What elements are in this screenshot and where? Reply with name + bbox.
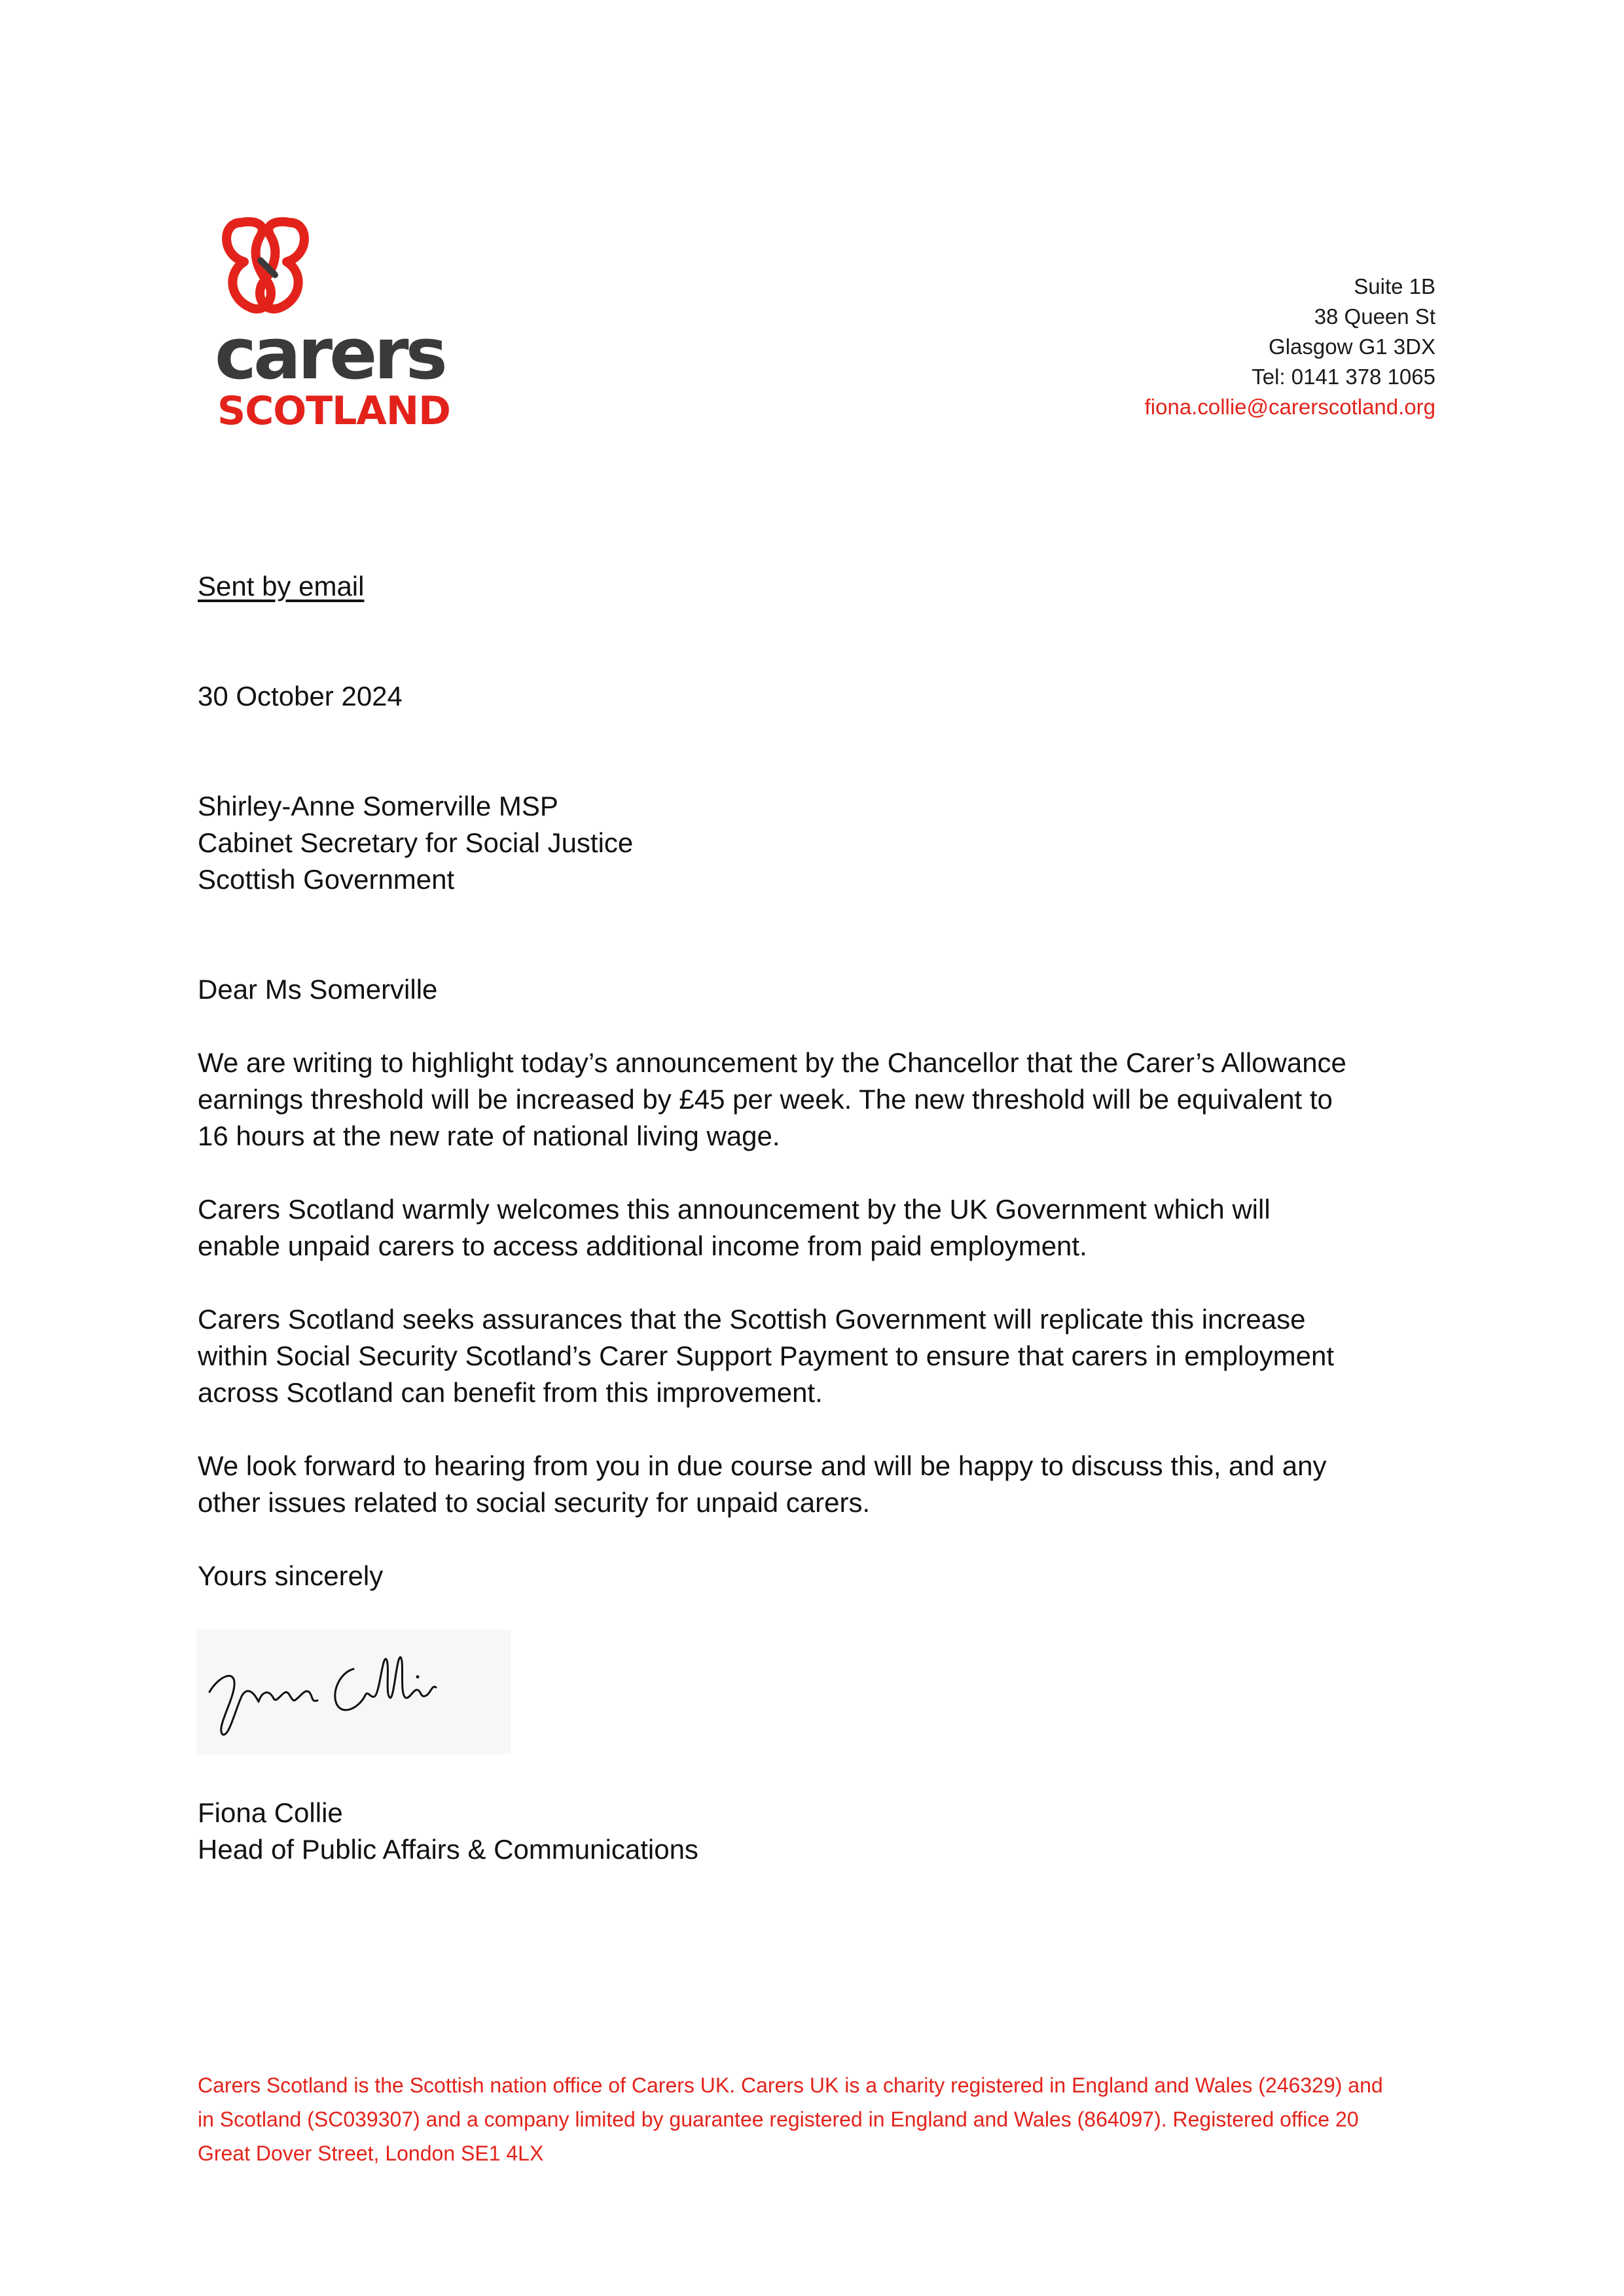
footer-legal-notice: [198, 2068, 1441, 2170]
carers-ribbon-icon: [215, 216, 319, 321]
closing: Yours sincerely: [198, 1560, 384, 1591]
paragraph-line: Carers Scotland warmly welcomes this announcement by the UK Government which will: [198, 1194, 1271, 1225]
address-telephone: Tel: 0141 378 1065: [1252, 365, 1435, 389]
address-line-3: Glasgow G1 3DX: [1269, 334, 1435, 359]
address-email-link[interactable]: fiona.collie@carerscotland.org: [1144, 395, 1435, 419]
paragraph-line: 16 hours at the new rate of national living wage.: [198, 1121, 780, 1151]
recipient-name: Shirley-Anne Somerville MSP: [198, 791, 558, 821]
footer-line: Great Dover Street, London SE1 4LX: [198, 2142, 544, 2165]
logo-subtitle: SCOTLAND: [217, 388, 450, 434]
recipient-block: [198, 788, 633, 898]
paragraph-line: We look forward to hearing from you in due course and will be happy to discuss this, and any: [198, 1450, 1327, 1481]
paragraph-line: Carers Scotland seeks assurances that the Scottish Government will replicate this increase: [198, 1304, 1306, 1335]
footer-line: in Scotland (SC039307) and a company limited by guarantee registered in England and Wales (864097). Registered office 20: [198, 2108, 1359, 2131]
address-line-1: Suite 1B: [1354, 274, 1435, 298]
signatory-block: [198, 1795, 698, 1868]
salutation: Dear Ms Somerville: [198, 974, 438, 1005]
recipient-title: Cabinet Secretary for Social Justice: [198, 827, 634, 858]
recipient-organisation: Scottish Government: [198, 864, 455, 895]
paragraph-line: We are writing to highlight today’s announcement by the Chancellor that the Carer’s Allowance: [198, 1047, 1346, 1078]
sent-by-note: Sent by email: [198, 571, 365, 601]
signatory-name: Fiona Collie: [198, 1797, 343, 1828]
handwritten-signature: [196, 1630, 511, 1754]
letter-date: 30 October 2024: [198, 681, 403, 711]
paragraph-line: other issues related to social security for unpaid carers.: [198, 1487, 871, 1518]
address-line-2: 38 Queen St: [1314, 304, 1435, 329]
body-paragraph-1: [198, 1045, 1441, 1155]
signatory-title: Head of Public Affairs & Communications: [198, 1834, 698, 1865]
body-paragraph-3: [198, 1301, 1441, 1411]
carers-scotland-logo: [215, 216, 450, 432]
paragraph-line: within Social Security Scotland’s Carer Support Payment to ensure that carers in employment: [198, 1340, 1335, 1371]
body-paragraph-4: [198, 1448, 1441, 1521]
paragraph-line: earnings threshold will be increased by £45 per week. The new threshold will be equivalent to: [198, 1084, 1333, 1115]
sender-address: [1145, 272, 1435, 422]
paragraph-line: across Scotland can benefit from this improvement.: [198, 1377, 823, 1408]
body-paragraph-2: [198, 1191, 1441, 1265]
paragraph-line: enable unpaid carers to access additional income from paid employment.: [198, 1230, 1087, 1261]
logo-wordmark: carers: [215, 314, 444, 395]
footer-line: Carers Scotland is the Scottish nation office of Carers UK. Carers UK is a charity registered in England and Wales (246329) and: [198, 2073, 1383, 2097]
